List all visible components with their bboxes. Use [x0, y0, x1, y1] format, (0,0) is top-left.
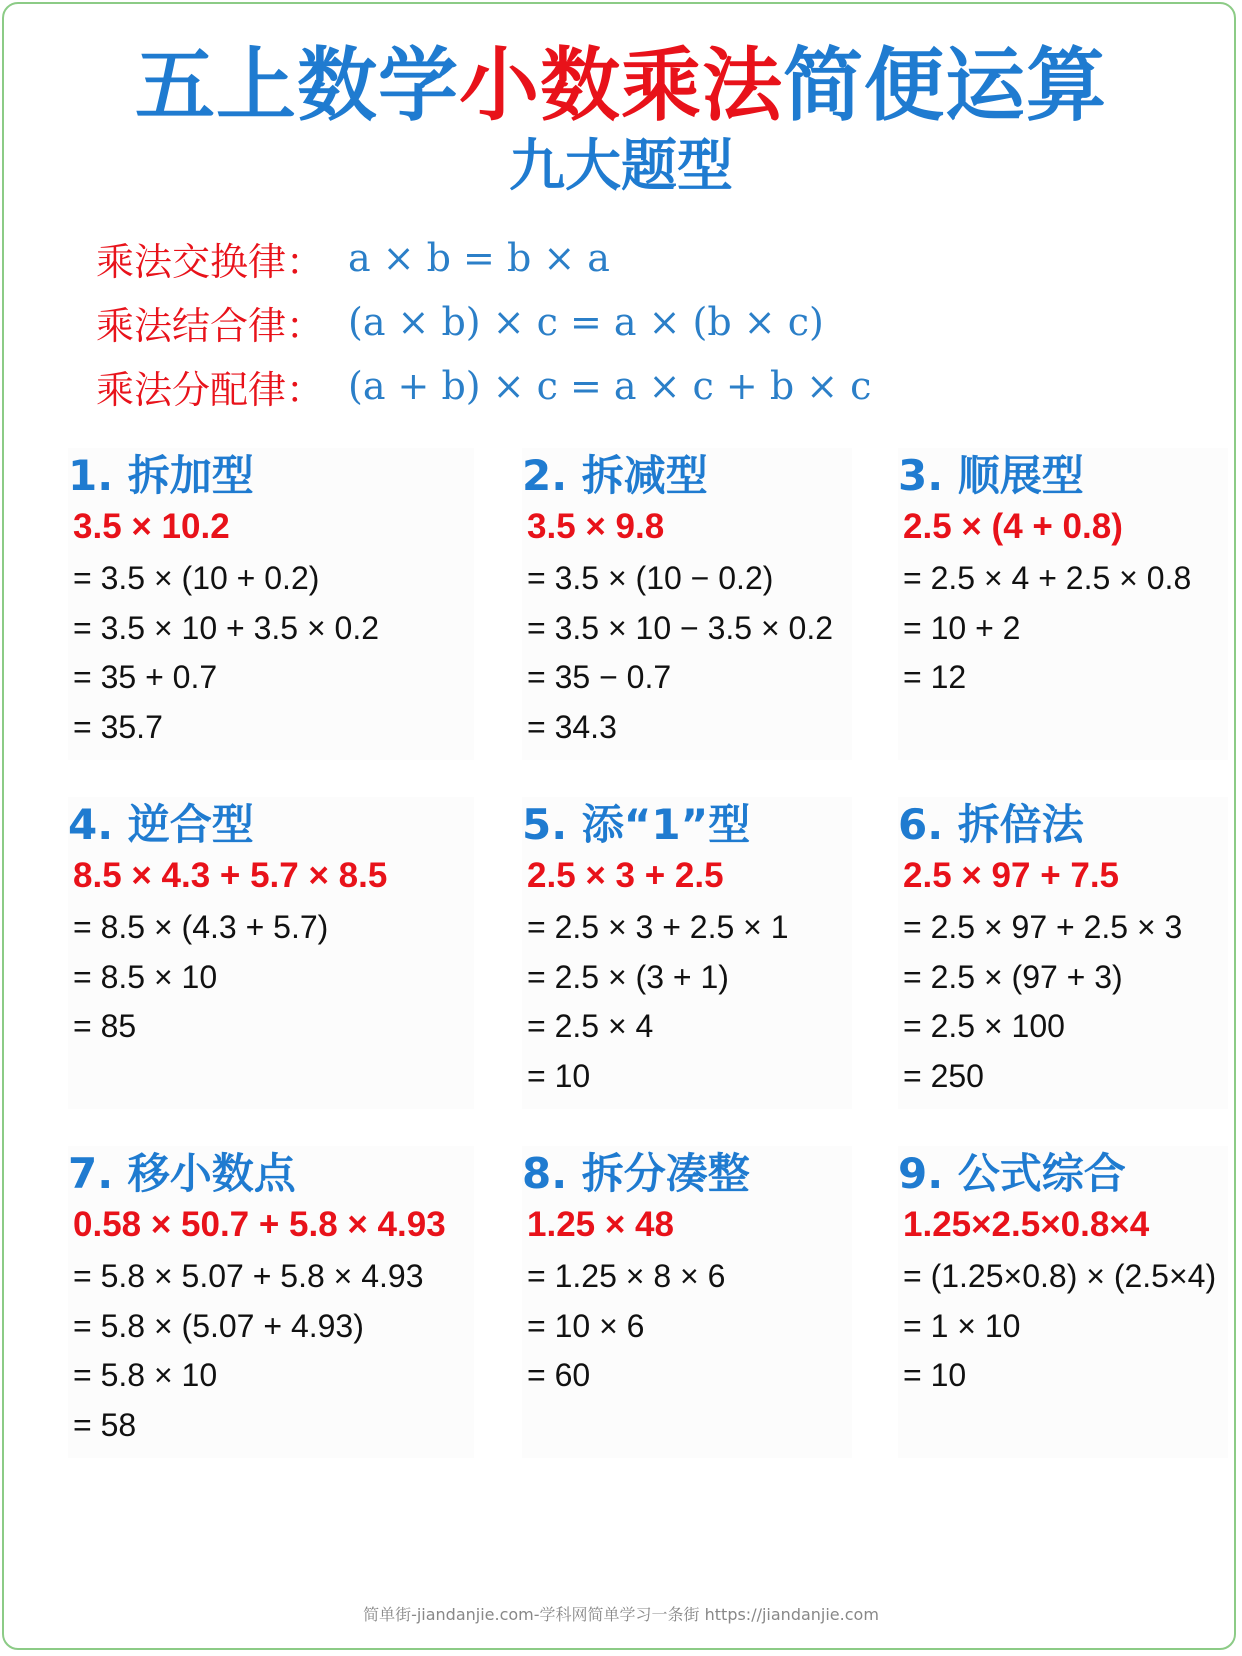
step-line: = 35.7 — [73, 708, 163, 745]
card-expression: 0.58 × 50.7 + 5.8 × 4.93 — [73, 1205, 446, 1244]
card-heading: 9. 公式综合 — [898, 1149, 1126, 1198]
card-steps — [903, 1252, 1216, 1401]
law-distributive — [96, 356, 871, 416]
card-heading: 4. 逆合型 — [68, 800, 254, 849]
problem-card-9 — [898, 1146, 1228, 1458]
step-line: = 5.8 × (5.07 + 4.93) — [73, 1307, 364, 1344]
step-line: = 10 — [527, 1057, 591, 1094]
step-line: = (1.25×0.8) × (2.5×4) — [903, 1258, 1217, 1294]
step-line: = 34.3 — [527, 708, 617, 745]
step-line: = 10 — [903, 1357, 967, 1393]
step-line: = 5.8 × 10 — [73, 1357, 218, 1393]
step-line: = 1.25 × 8 × 6 — [527, 1258, 726, 1294]
step-line: = 1 × 10 — [903, 1307, 1021, 1344]
step-line: = 35 + 0.7 — [73, 659, 218, 695]
problem-card-6 — [898, 797, 1228, 1109]
step-line: = 3.5 × (10 + 0.2) — [73, 560, 320, 596]
problem-card-7 — [68, 1146, 474, 1458]
title-part-3: 简便运算 — [783, 39, 1107, 132]
card-steps — [903, 903, 1182, 1101]
card-expression: 2.5 × 3 + 2.5 — [527, 856, 724, 895]
step-line: = 3.5 × (10 − 0.2) — [527, 560, 774, 596]
problem-card-3 — [898, 448, 1228, 760]
card-steps — [527, 1252, 725, 1401]
card-steps — [73, 903, 328, 1052]
step-line: = 58 — [73, 1406, 137, 1443]
step-line: = 2.5 × 4 + 2.5 × 0.8 — [903, 560, 1192, 596]
title-part-1: 五上数学 — [135, 39, 459, 132]
step-line: = 12 — [903, 659, 967, 695]
step-line: = 2.5 × 100 — [903, 1008, 1065, 1044]
page-title — [0, 38, 1242, 134]
card-heading: 2. 拆减型 — [522, 451, 708, 500]
step-line: = 2.5 × 97 + 2.5 × 3 — [903, 909, 1183, 945]
law-commutative — [96, 228, 610, 288]
card-steps — [527, 554, 833, 752]
step-line: = 60 — [527, 1357, 591, 1393]
law-formula: (a + b) × c = a × c + b × c — [348, 364, 872, 408]
card-steps — [903, 554, 1191, 703]
problem-card-1 — [68, 448, 474, 760]
law-formula: (a × b) × c = a × (b × c) — [348, 300, 824, 344]
step-line: = 3.5 × 10 − 3.5 × 0.2 — [527, 609, 834, 646]
step-line: = 5.8 × 5.07 + 5.8 × 4.93 — [73, 1258, 424, 1294]
card-expression: 1.25×2.5×0.8×4 — [903, 1205, 1150, 1244]
card-heading: 6. 拆倍法 — [898, 800, 1084, 849]
card-expression: 3.5 × 10.2 — [73, 507, 230, 546]
problem-card-2 — [522, 448, 852, 760]
card-expression: 2.5 × (4 + 0.8) — [903, 507, 1123, 546]
card-steps — [73, 554, 379, 752]
law-name: 乘法结合律： — [96, 303, 325, 348]
step-line: = 8.5 × (4.3 + 5.7) — [73, 909, 329, 945]
card-heading: 1. 拆加型 — [68, 451, 254, 500]
step-line: = 2.5 × 4 — [527, 1008, 654, 1044]
problem-card-5 — [522, 797, 852, 1109]
step-line: = 3.5 × 10 + 3.5 × 0.2 — [73, 609, 380, 646]
card-heading: 8. 拆分凑整 — [522, 1149, 750, 1198]
law-formula: a × b = b × a — [348, 236, 610, 280]
card-steps — [73, 1252, 424, 1450]
law-name: 乘法分配律： — [96, 367, 325, 412]
card-heading: 3. 顺展型 — [898, 451, 1084, 500]
problem-card-8 — [522, 1146, 852, 1458]
card-heading: 7. 移小数点 — [68, 1149, 296, 1198]
step-line: = 10 × 6 — [527, 1307, 645, 1344]
step-line: = 8.5 × 10 — [73, 958, 218, 995]
step-line: = 2.5 × 3 + 2.5 × 1 — [527, 909, 789, 945]
card-heading: 5. 添“1”型 — [522, 800, 751, 849]
step-line: = 2.5 × (97 + 3) — [903, 958, 1123, 995]
step-line: = 250 — [903, 1057, 984, 1094]
step-line: = 35 − 0.7 — [527, 659, 672, 695]
title-part-2: 小数乘法 — [459, 39, 783, 132]
card-expression: 3.5 × 9.8 — [527, 507, 665, 546]
law-name: 乘法交换律： — [96, 239, 325, 284]
card-expression: 8.5 × 4.3 + 5.7 × 8.5 — [73, 856, 388, 895]
card-expression: 2.5 × 97 + 7.5 — [903, 856, 1120, 895]
page-subtitle: 九大题型 — [509, 134, 733, 199]
step-line: = 10 + 2 — [903, 609, 1021, 646]
footer-watermark: 简单街-jiandanjie.com-学科网简单学习一条街 https://jiandanjie.com — [363, 1605, 879, 1624]
step-line: = 85 — [73, 1008, 137, 1044]
step-line: = 2.5 × (3 + 1) — [527, 958, 729, 995]
problem-card-4 — [68, 797, 474, 1109]
card-expression: 1.25 × 48 — [527, 1205, 674, 1244]
card-steps — [527, 903, 789, 1101]
law-associative — [96, 292, 824, 352]
